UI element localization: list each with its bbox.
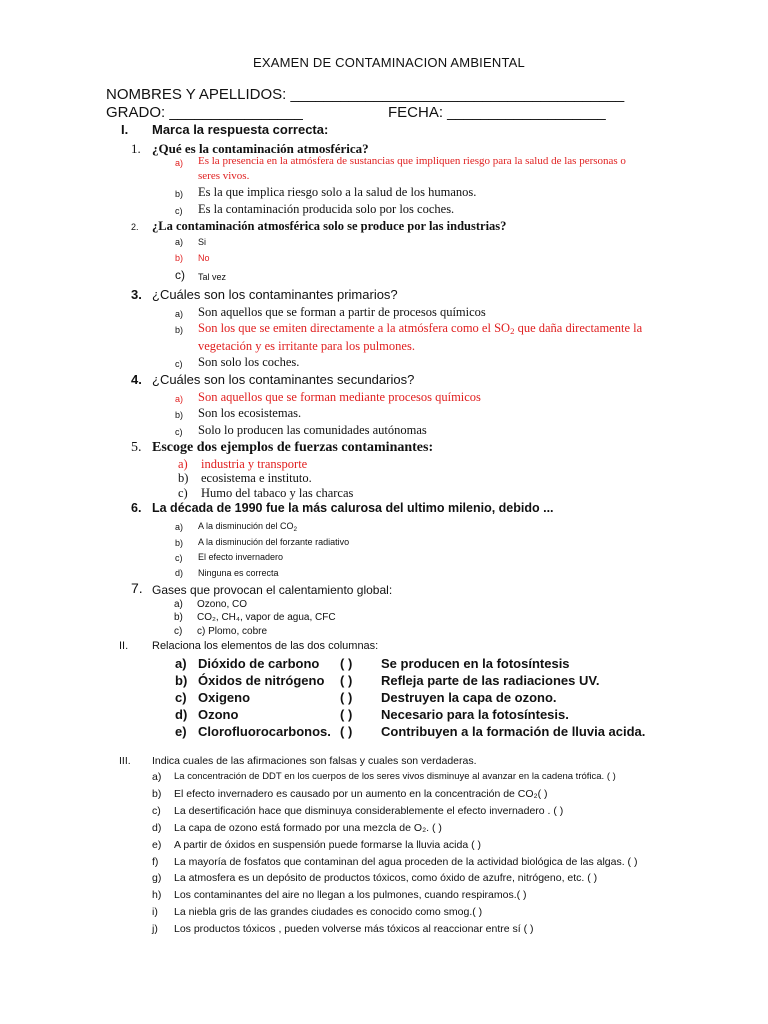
q4-c-letter: c) [175,427,183,437]
q5-b-letter: b) [178,471,189,485]
tf-statement[interactable]: La desertificación hace que disminuya considerablemente el efecto invernadero . ( ) [174,805,564,817]
q1-b-option: Es la que implica riesgo solo a la salud de los humanos. [198,185,477,199]
names-field[interactable]: NOMBRES Y APELLIDOS: ________________________________________ [106,86,625,103]
q6-c-letter: c) [175,553,183,563]
match-letter: a) [175,656,187,671]
tf-statement[interactable]: La atmosfera es un depósito de productos tóxicos, como óxido de azufre, nitrógeno, etc. ( ) [174,872,598,884]
q2-number: 2. [131,222,139,232]
match-answer-blank[interactable]: ( ) [340,656,353,671]
section-1-numeral: I. [121,122,129,137]
match-right-item: Necesario para la fotosíntesis. [381,707,569,722]
q3-c-letter: c) [175,359,183,369]
grade-field[interactable]: GRADO: ________________ [106,104,303,121]
section-2-numeral: II. [119,640,129,652]
q2-b-answer: No [198,253,210,263]
tf-statement[interactable]: La capa de ozono está formado por una mezcla de O₂. ( ) [174,822,442,834]
tf-letter: b) [152,788,162,800]
tf-letter: j) [152,923,158,935]
q2-text: ¿La contaminación atmosférica solo se produce por las industrias? [152,219,507,233]
q2-b-letter: b) [175,253,184,263]
q7-b-letter: b) [174,612,183,623]
section-3-numeral: III. [119,755,131,767]
tf-statement[interactable]: A partir de óxidos en suspensión puede formarse la lluvia acida ( ) [174,839,482,851]
tf-statement[interactable]: La mayoría de fosfatos que contaminan del agua proceden de la actividad biológica de las algas. ( ) [174,856,638,868]
q6-c-option: El efecto invernadero [198,552,284,562]
q1-c-letter: c) [175,206,183,216]
q4-a-answer: Son aquellos que se forman mediante procesos químicos [198,390,481,404]
q7-a-option: Ozono, CO [197,599,248,610]
q5-c-option: Humo del tabaco y las charcas [201,486,354,500]
q6-d-option: Ninguna es correcta [198,568,279,578]
q5-a-letter: a) [178,457,188,471]
q3-b-answer-line2: vegetación y es irritante para los pulmones. [198,339,415,353]
tf-letter: a) [152,771,162,783]
q4-number: 4. [131,372,142,387]
q6-b-letter: b) [175,538,184,548]
match-right-item: Refleja parte de las radiaciones UV. [381,673,600,688]
q6-b-option: A la disminución del forzante radiativo [198,537,350,547]
q3-number: 3. [131,287,142,302]
q1-a-letter: a) [175,158,184,168]
section-3-instruction: Indica cuales de las afirmaciones son falsas y cuales son verdaderas. [152,755,477,767]
tf-letter: g) [152,872,162,884]
q1-b-letter: b) [175,189,184,199]
q1-number: 1. [131,141,141,156]
q7-a-letter: a) [174,599,183,610]
match-left-item: Ozono [198,707,239,722]
tf-statement[interactable]: La niebla gris de las grandes ciudades es conocido como smog.( ) [174,906,483,918]
q6-number: 6. [131,501,142,515]
q6-d-letter: d) [175,568,184,578]
q5-text: Escoge dos ejemplos de fuerzas contaminantes: [152,440,434,455]
match-answer-blank[interactable]: ( ) [340,690,353,705]
tf-statement[interactable]: Los contaminantes del aire no llegan a los pulmones, cuando respiramos.( ) [174,889,527,901]
tf-letter: e) [152,839,162,851]
q2-a-option: Si [198,237,207,247]
match-answer-blank[interactable]: ( ) [340,724,353,739]
tf-letter: d) [152,822,162,834]
match-left-item: Óxidos de nitrógeno [198,673,325,688]
date-field[interactable]: FECHA: ___________________ [388,104,606,121]
tf-statement[interactable]: La concentración de DDT en los cuerpos de los seres vivos disminuye al avanzar en la cadena trófica. ( ) [174,771,616,782]
q2-a-letter: a) [175,237,184,247]
q6-text: La década de 1990 fue la más calurosa del ultimo milenio, debido ... [152,501,554,515]
tf-letter: c) [152,805,161,817]
q4-b-option: Son los ecosistemas. [198,406,302,420]
match-right-item: Se producen en la fotosíntesis [381,656,570,671]
q7-c-option: c) Plomo, cobre [197,626,268,637]
match-right-item: Destruyen la capa de ozono. [381,690,557,705]
q4-a-letter: a) [175,394,184,404]
match-left-item: Dióxido de carbono [198,656,320,671]
section-2-instruction: Relaciona los elementos de las dos columnas: [152,640,379,652]
q3-b-answer-line1: Son los que se emiten directamente a la atmósfera como el $SO_2$ que daña directamente la [198,321,643,336]
tf-letter: f) [152,856,159,868]
section-1-instruction: Marca la respuesta correcta: [152,122,329,137]
q3-a-letter: a) [175,309,184,319]
q2-c-option: Tal vez [198,272,227,282]
q5-b-option: ecosistema e instituto. [201,471,312,485]
tf-letter: i) [152,906,158,918]
q3-b-letter: b) [175,325,184,335]
q1-a-answer-line1: Es la presencia en la atmósfera de sustancias que impliquen riesgo para la salud de las personas o [198,155,626,167]
match-letter: e) [175,724,187,739]
q7-b-option: CO₂, CH₄, vapor de agua, CFC [197,612,336,623]
q6-a-letter: a) [175,522,184,532]
q4-b-letter: b) [175,410,184,420]
match-letter: d) [175,707,188,722]
q3-a-option: Son aquellos que se forman a partir de procesos químicos [198,305,486,319]
match-right-item: Contribuyen a la formación de lluvia acida. [381,724,646,739]
q5-c-letter: c) [178,486,188,500]
q4-text: ¿Cuáles son los contaminantes secundarios? [152,372,415,387]
q7-text: Gases que provocan el calentamiento global: [152,583,393,597]
match-letter: c) [175,690,187,705]
q7-c-letter: c) [174,626,183,637]
q7-number: 7. [131,580,143,596]
q1-text: ¿Qué es la contaminación atmosférica? [152,141,369,156]
q4-c-option: Solo lo producen las comunidades autónomas [198,423,427,437]
match-left-item: Clorofluorocarbonos. [198,724,331,739]
match-letter: b) [175,673,188,688]
tf-letter: h) [152,889,162,901]
match-answer-blank[interactable]: ( ) [340,707,353,722]
q5-a-answer: industria y transporte [201,457,308,471]
match-answer-blank[interactable]: ( ) [340,673,353,688]
q2-c-letter: c) [175,268,185,282]
exam-title: EXAMEN DE CONTAMINACION AMBIENTAL [253,55,525,70]
q5-number: 5. [131,440,142,455]
match-left-item: Oxigeno [198,690,251,705]
q3-c-option: Son solo los coches. [198,355,300,369]
tf-statement[interactable]: Los productos tóxicos , pueden volverse más tóxicos al reaccionar entre sí ( ) [174,923,534,935]
q3-text: ¿Cuáles son los contaminantes primarios? [152,287,398,302]
q6-a-option: A la disminución del $CO_2$ [198,521,298,533]
q1-c-option: Es la contaminación producida solo por los coches. [198,202,455,216]
q1-a-answer-line2: seres vivos. [198,170,250,182]
tf-statement[interactable]: El efecto invernadero es causado por un aumento en la concentración de CO₂( ) [174,788,548,800]
